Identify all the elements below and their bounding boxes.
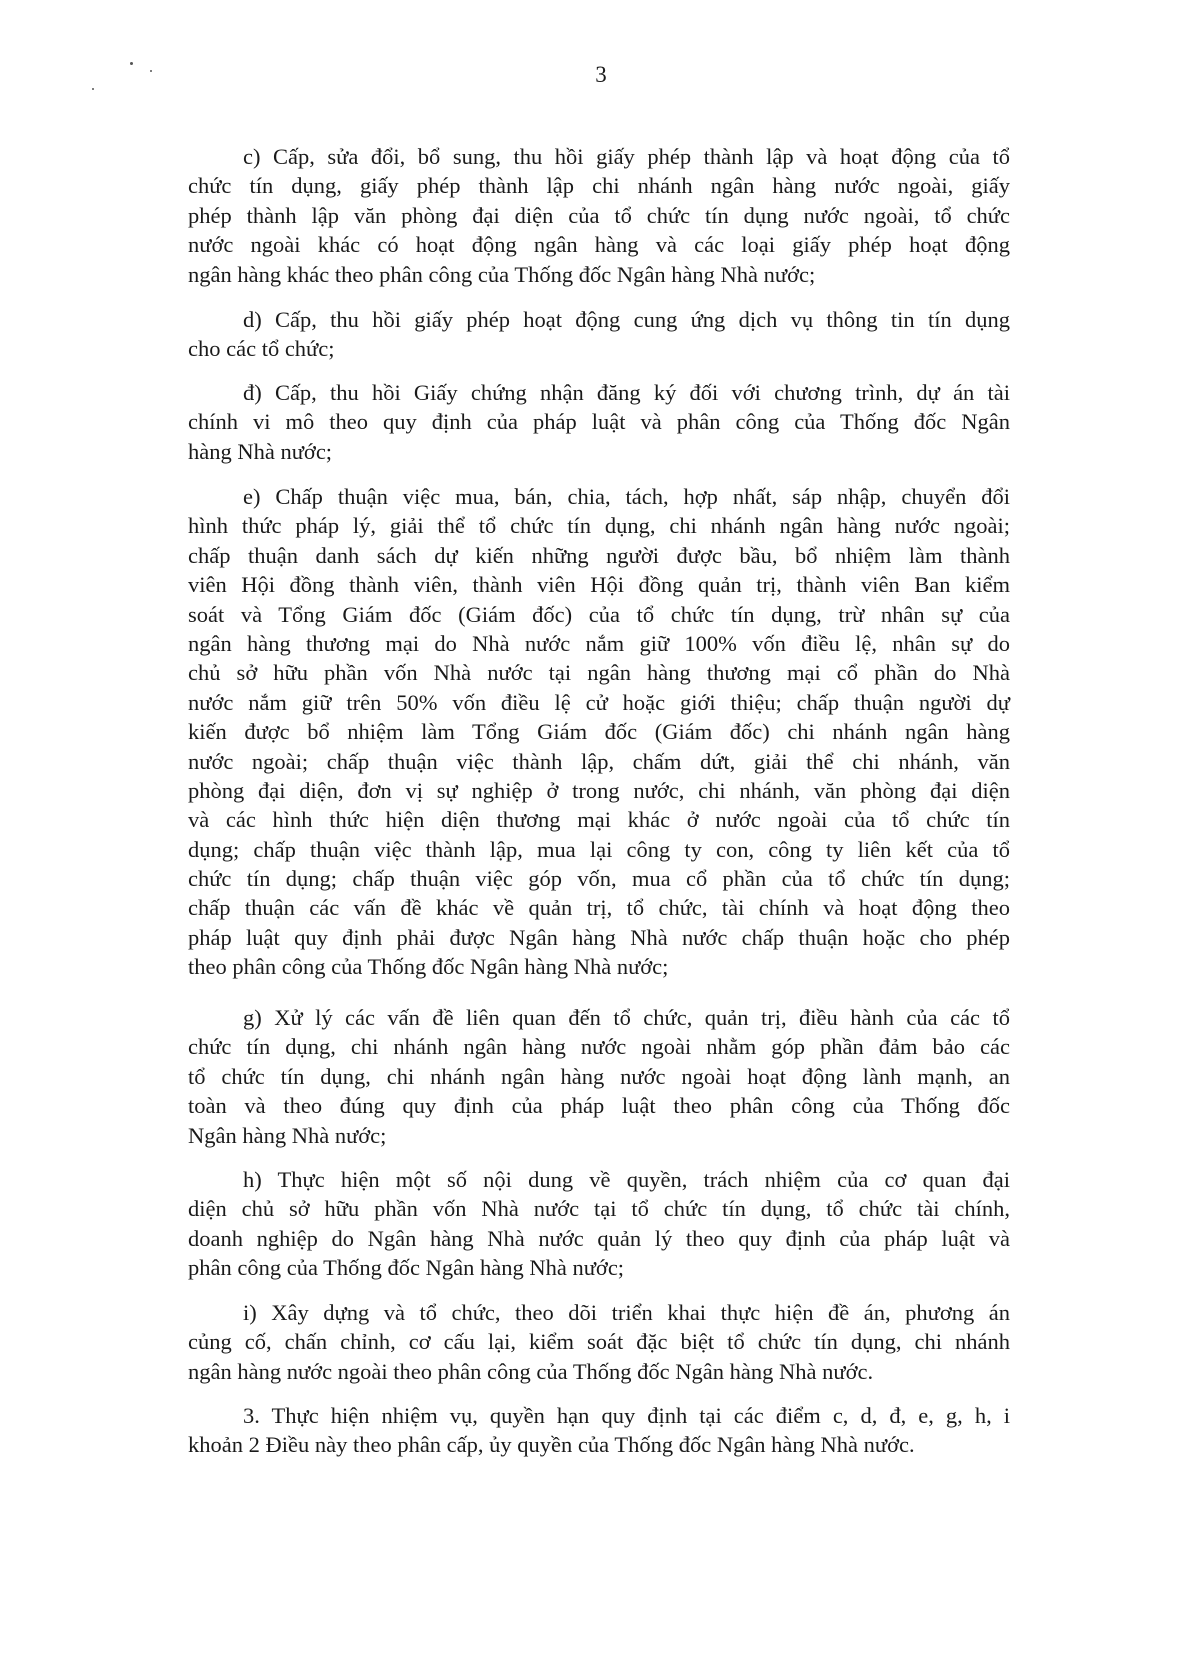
text-line: h) Thực hiện một số nội dung về quyền, trách nhiệm của cơ quan đại xyxy=(243,1167,1010,1192)
text-line: d) Cấp, thu hồi giấy phép hoạt động cung ứng dịch vụ thông tin tín dụng xyxy=(243,307,1010,332)
text-line: phòng đại diện, đơn vị sự nghiệp ở trong nước, chi nhánh, văn phòng đại diện xyxy=(188,777,1010,803)
text-line: khoản 2 Điều này theo phân cấp, ủy quyền của Thống đốc Ngân hàng Nhà nước. xyxy=(188,1432,915,1458)
text-line: Ngân hàng Nhà nước; xyxy=(188,1122,387,1148)
text-line: toàn và theo đúng quy định của pháp luật theo phân công của Thống đốc xyxy=(188,1093,1010,1119)
scan-speck xyxy=(130,62,133,65)
text-line: ngân hàng khác theo phân công của Thống đốc Ngân hàng Nhà nước; xyxy=(188,261,816,287)
paragraph-item-h xyxy=(188,1165,1010,1283)
text-line: e) Chấp thuận việc mua, bán, chia, tách, hợp nhất, sáp nhập, chuyển đổi xyxy=(243,484,1010,509)
scan-speck xyxy=(150,70,152,72)
text-line: củng cố, chấn chỉnh, cơ cấu lại, kiểm soát đặc biệt tổ chức tín dụng, chi nhánh xyxy=(188,1329,1010,1355)
text-line: ngân hàng thương mại do Nhà nước nắm giữ 100% vốn điều lệ, nhân sự do xyxy=(188,630,1010,656)
paragraph-item-dd xyxy=(188,378,1010,466)
text-line: nước ngoài khác có hoạt động ngân hàng và các loại giấy phép hoạt động xyxy=(188,232,1010,258)
text-line: tổ chức tín dụng, chi nhánh ngân hàng nước ngoài hoạt động lành mạnh, an xyxy=(188,1063,1010,1089)
text-line: c) Cấp, sửa đổi, bổ sung, thu hồi giấy phép thành lập và hoạt động của tổ xyxy=(243,144,1010,169)
text-line: chính vi mô theo quy định của pháp luật và phân công của Thống đốc Ngân xyxy=(188,409,1010,435)
text-line: nước nắm giữ trên 50% vốn điều lệ cử hoặc giới thiệu; chấp thuận người dự xyxy=(188,689,1010,715)
text-line: viên Hội đồng thành viên, thành viên Hội đồng quản trị, thành viên Ban kiểm xyxy=(188,572,1010,598)
text-line: chức tín dụng, chi nhánh ngân hàng nước ngoài nhằm góp phần đảm bảo các xyxy=(188,1034,1010,1060)
paragraph-item-d xyxy=(188,305,1010,364)
text-line: chủ sở hữu phần vốn Nhà nước tại ngân hàng thương mại cổ phần do Nhà xyxy=(188,660,1010,686)
paragraph-item-g xyxy=(188,1003,1010,1150)
text-line: dụng; chấp thuận việc thành lập, mua lại công ty con, công ty liên kết của tổ xyxy=(188,836,1010,862)
text-line: cho các tổ chức; xyxy=(188,336,335,362)
text-line: phép thành lập văn phòng đại diện của tổ chức tín dụng nước ngoài, tổ chức xyxy=(188,202,1010,228)
text-line: ngân hàng nước ngoài theo phân công của Thống đốc Ngân hàng Nhà nước. xyxy=(188,1358,874,1384)
text-line: phân công của Thống đốc Ngân hàng Nhà nước; xyxy=(188,1255,625,1281)
text-line: hình thức pháp lý, giải thể tổ chức tín dụng, chi nhánh ngân hàng nước ngoài; xyxy=(188,513,1010,539)
text-line: i) Xây dựng và tổ chức, theo dõi triển khai thực hiện đề án, phương án xyxy=(243,1300,1010,1325)
text-line: soát và Tổng Giám đốc (Giám đốc) của tổ chức tín dụng, trừ nhân sự của xyxy=(188,601,1010,627)
text-line: nước ngoài; chấp thuận việc thành lập, chấm dứt, giải thể chi nhánh, văn xyxy=(188,748,1010,774)
paragraph-item-c xyxy=(188,142,1010,289)
text-line: pháp luật quy định phải được Ngân hàng Nhà nước chấp thuận hoặc cho phép xyxy=(188,924,1010,950)
text-line: đ) Cấp, thu hồi Giấy chứng nhận đăng ký đối với chương trình, dự án tài xyxy=(243,380,1010,405)
text-line: kiến được bổ nhiệm làm Tổng Giám đốc (Giám đốc) chi nhánh ngân hàng xyxy=(188,719,1010,745)
text-line: g) Xử lý các vấn đề liên quan đến tổ chức, quản trị, điều hành của các tổ xyxy=(243,1005,1010,1030)
paragraph-item-e xyxy=(188,482,1010,982)
text-line: hàng Nhà nước; xyxy=(188,438,333,464)
text-line: theo phân công của Thống đốc Ngân hàng Nhà nước; xyxy=(188,954,669,980)
scan-speck xyxy=(92,88,94,90)
text-line: chấp thuận danh sách dự kiến những người được bầu, bổ nhiệm làm thành xyxy=(188,542,1010,568)
paragraph-clause-3 xyxy=(188,1401,1010,1460)
text-line: chấp thuận các vấn đề khác về quản trị, tổ chức, tài chính và hoạt động theo xyxy=(188,895,1010,921)
text-line: chức tín dụng, giấy phép thành lập chi nhánh ngân hàng nước ngoài, giấy xyxy=(188,173,1010,199)
text-line: diện chủ sở hữu phần vốn Nhà nước tại tổ chức tín dụng, tổ chức tài chính, xyxy=(188,1196,1010,1222)
text-line: 3. Thực hiện nhiệm vụ, quyền hạn quy định tại các điểm c, d, đ, e, g, h, i xyxy=(243,1403,1010,1428)
text-line: chức tín dụng; chấp thuận việc góp vốn, mua cổ phần của tổ chức tín dụng; xyxy=(188,866,1010,892)
page-number: 3 xyxy=(595,62,607,87)
paragraph-item-i xyxy=(188,1298,1010,1386)
text-line: doanh nghiệp do Ngân hàng Nhà nước quản lý theo quy định của pháp luật và xyxy=(188,1225,1010,1251)
text-line: và các hình thức hiện diện thương mại khác ở nước ngoài của tổ chức tín xyxy=(188,807,1010,833)
